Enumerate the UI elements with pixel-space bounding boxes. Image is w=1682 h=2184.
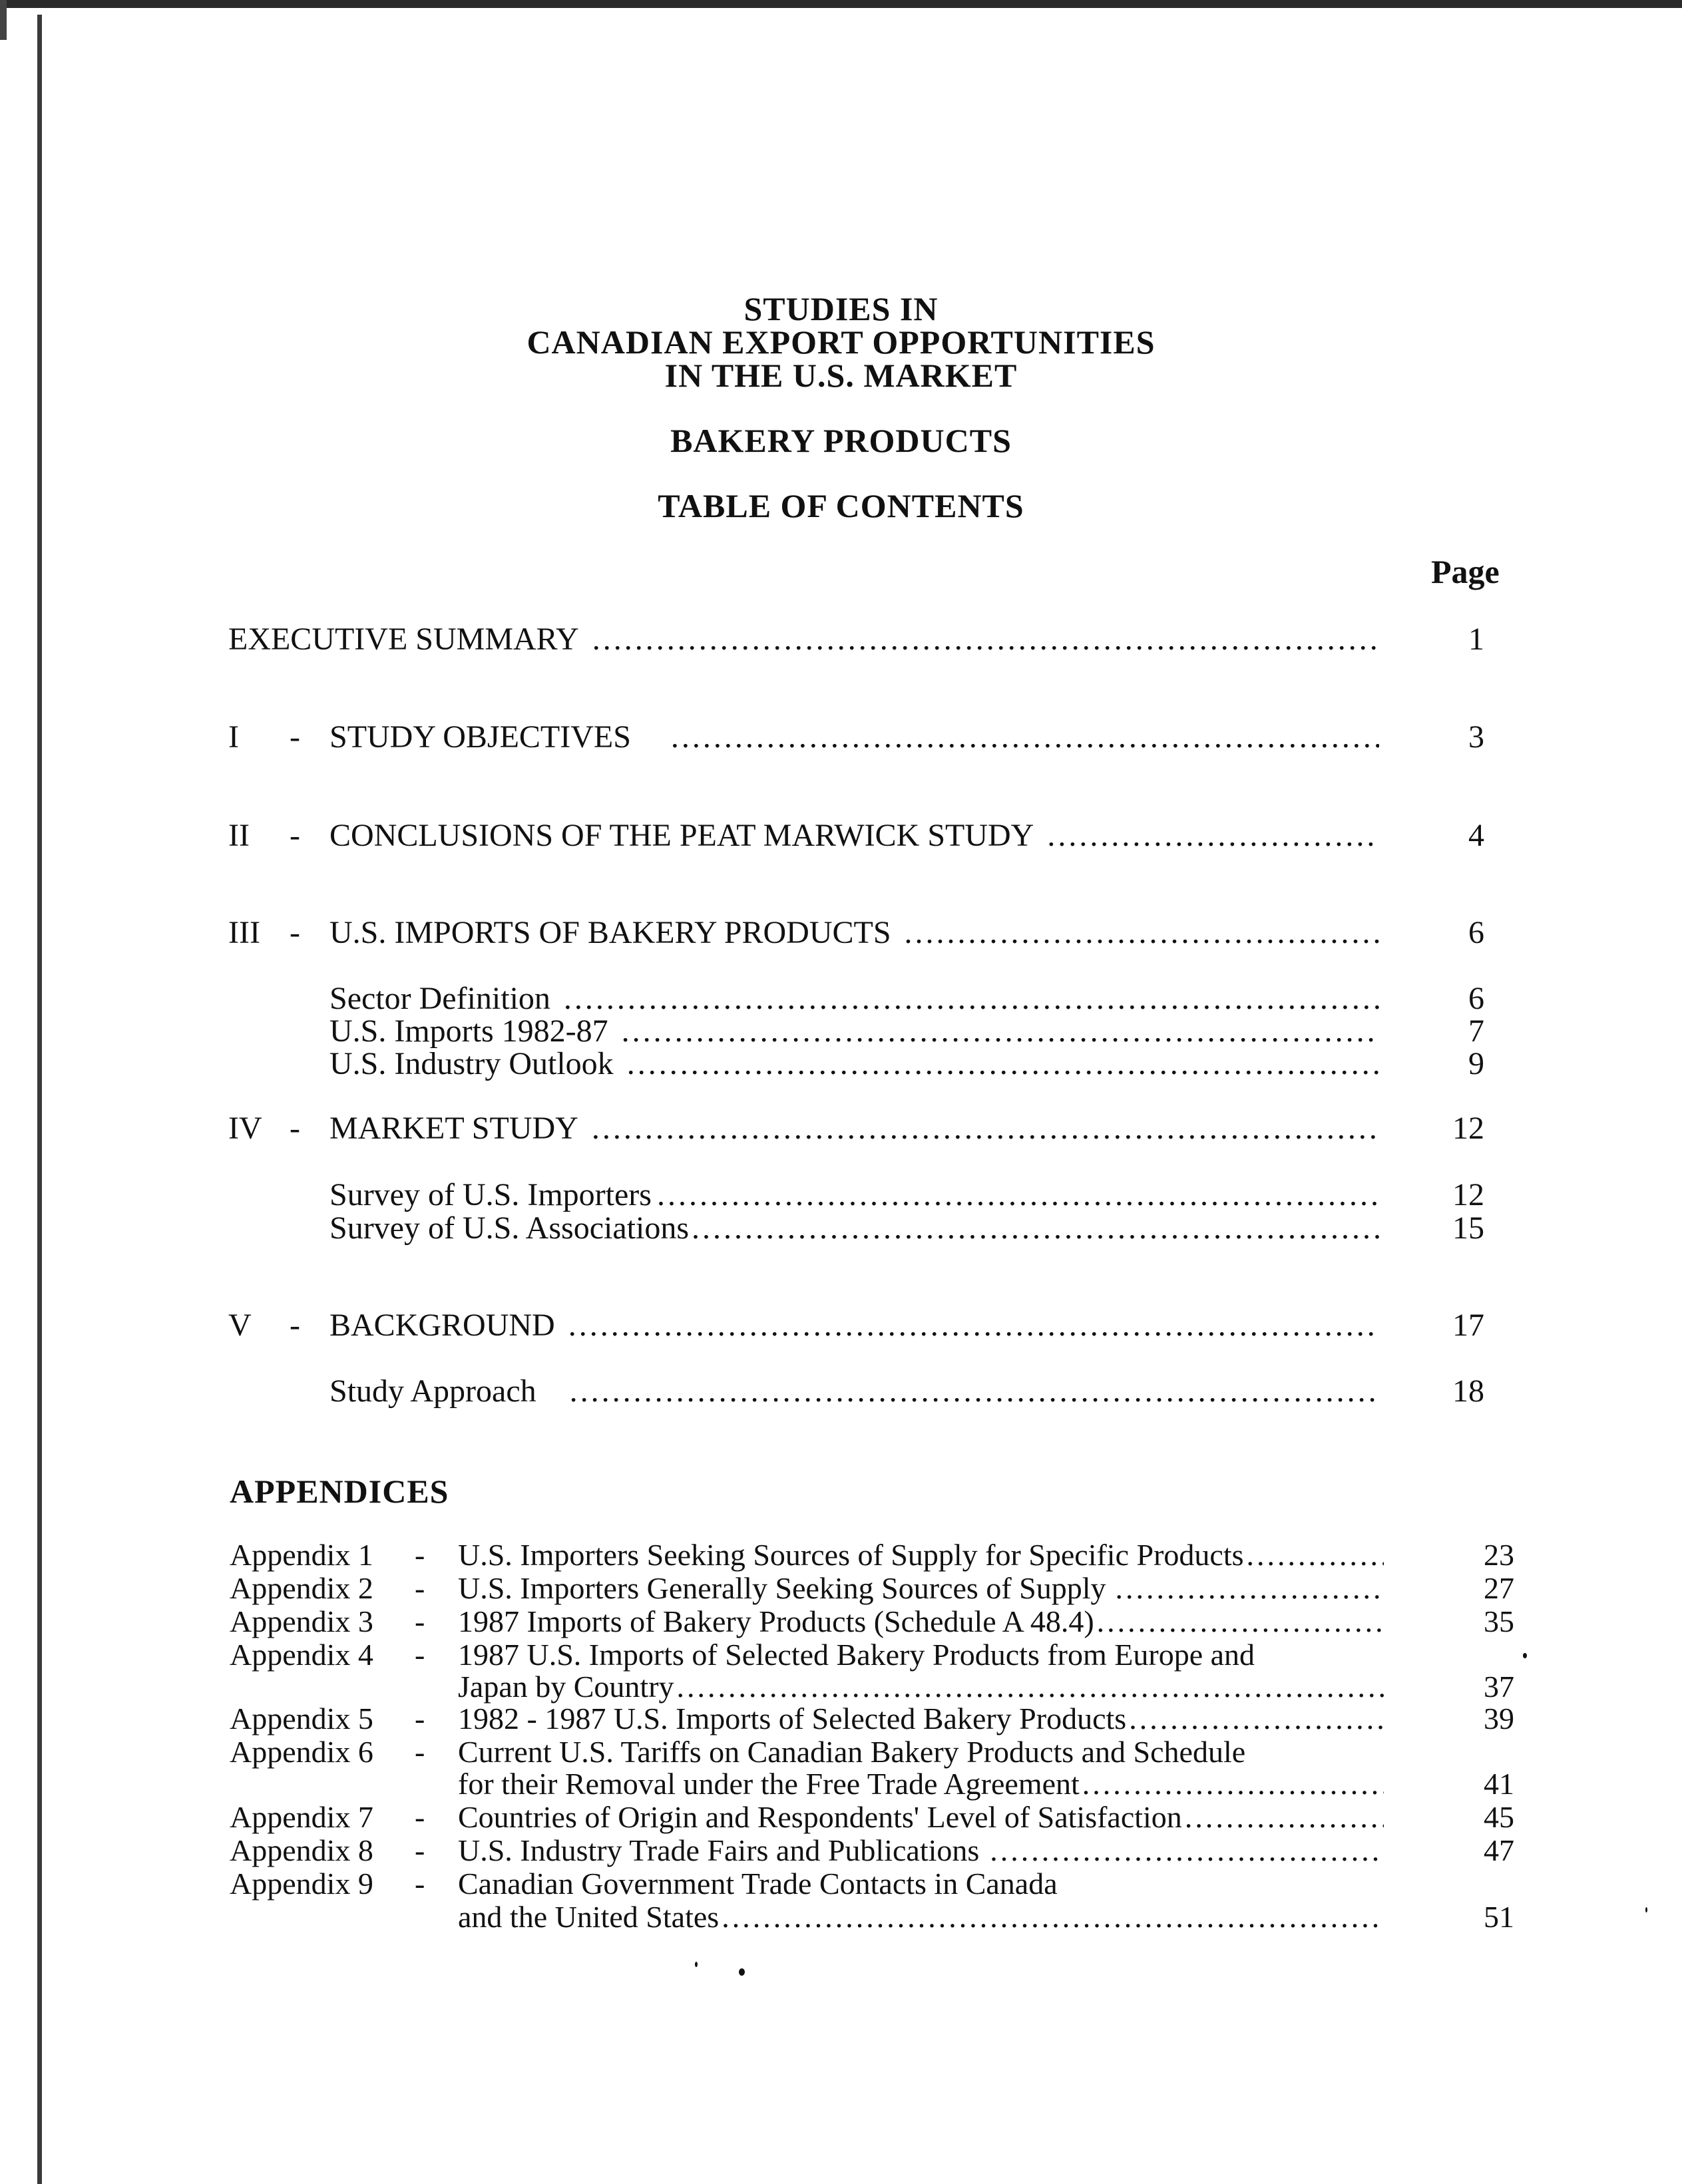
appendix-title-line: 1987 U.S. Imports of Selected Bakery Products from Europe and [458,1638,1255,1672]
toc-entry-label: CONCLUSIONS OF THE PEAT MARWICK STUDY [329,818,1034,853]
appendix-label: Appendix 4 [230,1638,373,1672]
toc-entry-section-1 [329,720,1383,755]
appendix-label: Appendix 8 [230,1833,373,1867]
toc-subentry-page: 6 [1468,981,1484,1016]
dot-leader [671,720,1379,755]
dot-leader [564,982,1379,1016]
toc-subentry-page: 18 [1452,1373,1484,1409]
appendix-title [458,1867,1386,1901]
appendix-title-continued [458,1901,1386,1934]
toc-subentry-label: Survey of U.S. Associations [329,1210,689,1246]
appendix-label: Appendix 6 [230,1735,373,1769]
dot-leader [1047,819,1379,853]
appendix-title-line: U.S. Industry Trade Fairs and Publications [458,1833,980,1867]
toc-entry-page: 17 [1452,1308,1484,1343]
toc-entry-section-3 [329,916,1383,950]
appendix-dash: - [415,1867,425,1901]
appendix-title [458,1735,1386,1769]
appendix-dash: - [415,1735,425,1769]
dot-leader [657,1178,1379,1212]
toc-entry-label: STUDY OBJECTIVES [329,719,631,755]
toc-heading: TABLE OF CONTENTS [658,487,1024,524]
appendix-page: 35 [1484,1604,1514,1638]
appendix-label: Appendix 3 [230,1604,373,1638]
appendix-page: 39 [1484,1702,1514,1735]
appendices-title: APPENDICES [230,1473,449,1510]
section-numeral: IV [228,1111,262,1146]
appendix-title-line: Countries of Origin and Respondents' Level of Satisfaction [458,1800,1182,1834]
toc-subentry [329,1374,1383,1409]
toc-subentry-label: Sector Definition [329,981,550,1016]
dot-leader [1129,1702,1384,1735]
appendix-title [458,1702,1386,1735]
dot-leader [592,1111,1379,1146]
toc-subentry-page: 12 [1452,1177,1484,1212]
toc-subentry [329,1047,1383,1081]
toc-subentry-label: U.S. Industry Outlook [329,1046,614,1081]
appendix-title-line: for their Removal under the Free Trade Agreement [458,1767,1080,1801]
appendix-page: 47 [1484,1833,1514,1867]
toc-subentry-label: U.S. Imports 1982-87 [329,1013,608,1049]
appendix-title [458,1572,1386,1605]
section-dash: - [290,915,300,950]
section-dash: - [290,1111,300,1146]
dot-leader [905,916,1379,950]
appendix-page: 45 [1484,1800,1514,1834]
toc-entry-page: 4 [1468,818,1484,853]
appendix-title [458,1638,1386,1672]
title-line-1: STUDIES IN [743,290,939,327]
appendix-dash: - [415,1833,425,1867]
dot-leader [1116,1572,1384,1605]
appendix-title-line: 1987 Imports of Bakery Products (Schedule A 48.4) [458,1604,1094,1638]
section-numeral: I [228,719,239,755]
appendix-page: 51 [1484,1900,1514,1934]
dot-leader [1185,1801,1384,1834]
section-numeral: II [228,818,250,853]
scan-speck [695,1962,698,1967]
toc-entry-label: MARKET STUDY [329,1111,578,1146]
toc-entry-label: BACKGROUND [329,1308,555,1343]
appendix-page: 23 [1484,1538,1514,1572]
appendix-title-line: and the United States [458,1900,720,1934]
appendix-title [458,1834,1386,1867]
toc-subentry-label: Study Approach [329,1373,536,1409]
appendix-title-line: Japan by Country [458,1670,674,1704]
appendix-title-line: Canadian Government Trade Contacts in Canada [458,1867,1058,1901]
appendix-label: Appendix 1 [230,1538,373,1572]
appendix-dash: - [415,1800,425,1834]
appendix-dash: - [415,1538,425,1572]
scan-speck [1523,1653,1527,1658]
section-numeral: V [228,1308,252,1343]
appendix-title-line: U.S. Importers Generally Seeking Sources of Supply [458,1571,1106,1605]
appendix-title [458,1801,1386,1834]
dot-leader [568,1308,1379,1343]
appendix-title [458,1539,1386,1572]
toc-subentry [329,1211,1383,1246]
dot-leader [722,1901,1384,1934]
appendix-page: 37 [1484,1670,1514,1704]
dot-leader [1097,1605,1384,1638]
appendix-label: Appendix 9 [230,1867,373,1901]
appendix-title [458,1605,1386,1638]
appendix-label: Appendix 5 [230,1702,373,1735]
toc-entry-section-5 [329,1308,1383,1343]
dot-leader [990,1834,1384,1867]
toc-entry-page: 1 [1468,622,1484,657]
toc-entry-executive-summary [228,622,1383,657]
toc-subentry-label: Survey of U.S. Importers [329,1177,652,1212]
toc-entry-label: EXECUTIVE SUMMARY [228,622,579,657]
dot-leader [592,622,1379,657]
appendix-dash: - [415,1638,425,1672]
toc-entry-section-4 [329,1111,1383,1146]
appendix-title-continued [458,1767,1386,1801]
appendix-page: 41 [1484,1767,1514,1801]
toc-subentry-page: 15 [1452,1210,1484,1246]
dot-leader [627,1047,1379,1081]
dot-leader [677,1670,1384,1704]
toc-entry-section-2 [329,819,1383,853]
section-dash: - [290,719,300,755]
subtitle: BAKERY PRODUCTS [670,422,1012,459]
toc-subentry [329,1014,1383,1049]
section-numeral: III [228,915,260,950]
dot-leader [622,1014,1379,1049]
appendix-page: 27 [1484,1571,1514,1605]
scan-speck [739,1968,745,1976]
appendix-title-line: U.S. Importers Seeking Sources of Supply for Specific Products [458,1538,1244,1572]
appendix-label: Appendix 2 [230,1571,373,1605]
toc-subentry-page: 9 [1468,1046,1484,1081]
appendix-dash: - [415,1604,425,1638]
toc-subentry-page: 7 [1468,1013,1484,1049]
title-line-3: IN THE U.S. MARKET [664,357,1018,394]
appendix-title-continued [458,1670,1386,1704]
toc-entry-label: U.S. IMPORTS OF BAKERY PRODUCTS [329,915,891,950]
appendix-title-line: 1982 - 1987 U.S. Imports of Selected Bakery Products [458,1702,1127,1735]
dot-leader [570,1374,1379,1409]
appendix-label: Appendix 7 [230,1800,373,1834]
toc-subentry [329,1178,1383,1212]
section-dash: - [290,1308,300,1343]
appendix-dash: - [415,1571,425,1605]
toc-entry-page: 3 [1468,719,1484,755]
page-column-label: Page [1431,553,1500,590]
appendix-title-line: Current U.S. Tariffs on Canadian Bakery Products and Schedule [458,1735,1246,1769]
title-line-2: CANADIAN EXPORT OPPORTUNITIES [526,323,1156,361]
toc-entry-page: 6 [1468,915,1484,950]
toc-entry-page: 12 [1452,1111,1484,1146]
dot-leader [1082,1767,1384,1801]
section-dash: - [290,818,300,853]
dot-leader [1247,1539,1384,1572]
appendix-dash: - [415,1702,425,1735]
toc-subentry [329,982,1383,1016]
scan-speck [1645,1907,1647,1912]
dot-leader [692,1211,1379,1246]
